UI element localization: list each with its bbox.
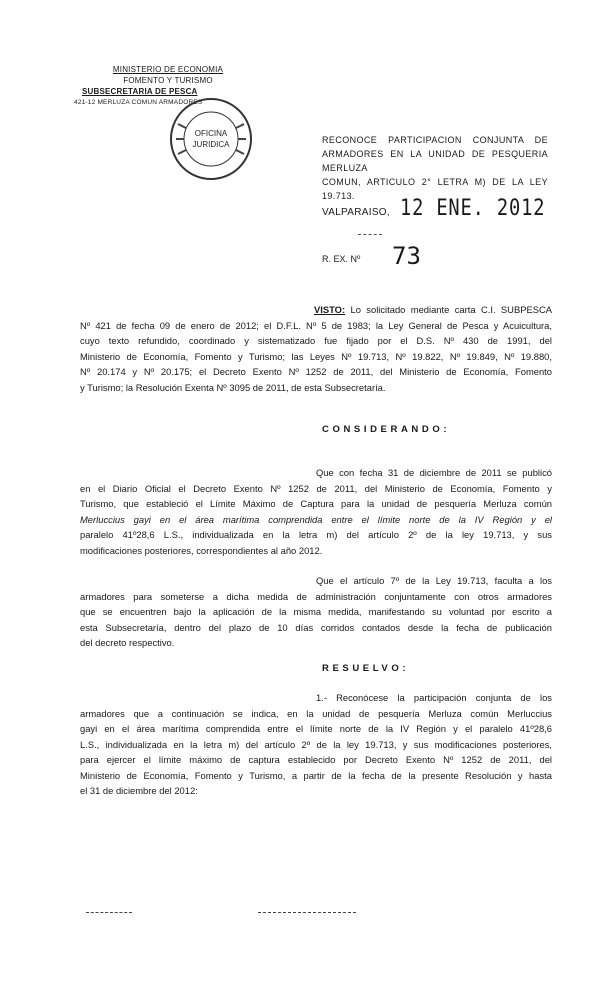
resuelvo-1-line: armadores que a continuación se indica, en la unidad de pesquería Merluza común Merluccius <box>80 707 552 719</box>
dash-mark <box>358 234 382 235</box>
considerando-1-line: Turismo, que estableció el Límite Máximo de Captura para la unidad de pesquería Merluza común <box>80 498 552 509</box>
visto-line: cuyo texto refundido, coordinado y sistematizado fue fijado por el D.S. Nº 430 de 1991, del <box>80 335 552 346</box>
visto-line: Nº 20.174 y Nº 20.175; el Decreto Exento Nº 1252 de 2011, del Ministerio de Economía, Fomento <box>80 366 552 377</box>
stamp-label-bottom: JURIDICA <box>192 140 230 149</box>
visto-line: y Turismo; la Resolución Exenta Nº 3095 de 2011, de esta Subsecretaría. <box>80 381 386 393</box>
reference-code-line: 421-12 MERLUZA COMUN ARMADORES <box>74 99 203 106</box>
resuelvo-1-first: 1.- Reconócese la participación conjunta de los <box>316 692 552 703</box>
official-stamp <box>166 94 256 184</box>
stamp-label-top: OFICINA <box>194 129 228 138</box>
footer-mark-right <box>258 912 356 913</box>
visto-label: VISTO: <box>314 304 346 315</box>
resuelvo-1-line: para ejercer el límite máximo de captura establecido por Decreto Exento Nº 1252 de 2011, del <box>80 754 552 765</box>
footer-mark-left <box>86 912 132 913</box>
considerando-2-first: Que el artículo 7º de la Ley 19.713, faculta a los <box>316 575 552 586</box>
subsecretaria-line: SUBSECRETARIA DE PESCA <box>82 87 198 96</box>
place-label: VALPARAISO, <box>322 207 390 218</box>
handwritten-resolution-number: 73 <box>392 242 421 270</box>
considerando-2-line: que se encuentren bajo la aplicación de la misma medida, manifestando su voluntad por escrito a <box>80 606 552 617</box>
subject-line: RECONOCE PARTICIPACION CONJUNTA DE <box>322 135 548 145</box>
considerando-1-line: Merluccius gayi en el área marítima comprendida entre el límite norte de la IV Región y el <box>80 513 552 525</box>
resuelvo-1-line: el 31 de diciembre del 2012: <box>80 785 198 796</box>
considerando-1-line: paralelo 41º28,6 L.S., individualizada en la letra m) del artículo 2º de la ley 19.713, y sus <box>80 529 552 540</box>
rex-label: R. EX. Nº <box>322 254 361 264</box>
considerando-2-line: esta Subsecretaría, dentro del plazo de 10 días corridos contados desde la fecha de publicación <box>80 621 552 633</box>
ministerio-line: MINISTERIO DE ECONOMIA <box>112 65 224 74</box>
subject-line: COMUN, ARTICULO 2° LETRA M) DE LA LEY 19.713. <box>322 177 548 201</box>
resuelvo-1-line: L.S., individualizada en la letra m) del artículo 2º de la ley 19.713, y sus modificaciones posteriores, <box>80 738 552 750</box>
considerando-1-first: Que con fecha 31 de diciembre de 2011 se publicó <box>316 467 552 478</box>
considerando-2-line: armadores para someterse a dicha medida de administración conjuntamente con otros armadores <box>80 590 552 602</box>
considerando-2-line: del decreto respectivo. <box>80 637 175 648</box>
visto-line: Ministerio de Economía, Fomento y Turismo; las Leyes Nº 19.713, Nº 19.822, Nº 19.849, Nº 19.880, <box>80 350 552 362</box>
considerando-1-line: en el Diario Oficial el Decreto Exento Nº 1252 de 2011, del Ministerio de Economía, Fomento y <box>80 482 552 494</box>
visto-section <box>80 302 552 395</box>
handwritten-date: 12 ENE. 2012 <box>400 196 546 221</box>
visto-first-text: Lo solicitado mediante carta C.I. SUBPESCA <box>350 304 552 315</box>
visto-first-line <box>80 302 552 318</box>
considerando-2 <box>80 573 552 651</box>
resuelvo-heading: RESUELVO: <box>322 663 410 674</box>
resuelvo-1 <box>80 690 552 799</box>
fomento-line: FOMENTO Y TURISMO <box>123 76 213 85</box>
subject-line: ARMADORES EN LA UNIDAD DE PESQUERIA MERLUZA <box>322 149 548 173</box>
resuelvo-1-line: Ministerio de Economía, Fomento y Turismo, a partir de la fecha de la presente Resolución y hasta <box>80 769 552 781</box>
visto-line: Nº 421 de fecha 09 de enero de 2012; el D.F.L. Nº 5 de 1983; la Ley General de Pesca y Acuicultura, <box>80 319 552 331</box>
considerando-heading: CONSIDERANDO: <box>322 424 451 435</box>
subject-reference <box>322 133 548 203</box>
considerando-1 <box>80 465 552 558</box>
considerando-1-line: modificaciones posteriores, correspondientes al año 2012. <box>80 544 323 556</box>
resuelvo-1-line: gayi en el área marítima comprendida entre el límite norte de la IV Región y el paralelo 41º28,6 <box>80 723 552 734</box>
